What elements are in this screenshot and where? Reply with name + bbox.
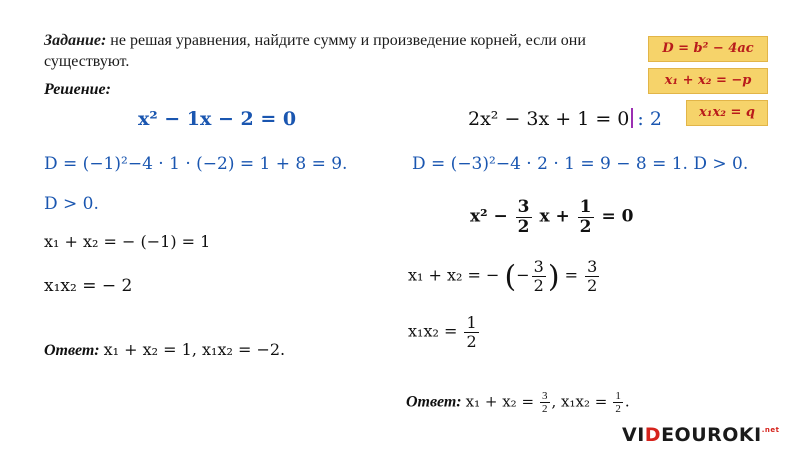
right-discriminant: D = (−3)²−4 · 2 · 1 = 9 − 8 = 1. D > 0.: [412, 154, 749, 174]
left-answer-label: Ответ:: [44, 342, 100, 359]
videouroki-logo: [622, 424, 779, 446]
product-frac-1-2: $\frac{1}{2}$: [466, 313, 477, 351]
answer-frac-3-2: $\frac{3}{2}$: [542, 390, 548, 416]
right-sum: [408, 258, 601, 295]
logo-part2: D: [644, 424, 662, 446]
sum-equals: =: [564, 265, 579, 285]
solution-label: Решение:: [44, 81, 111, 98]
task-label: Задание:: [44, 32, 107, 49]
reduced-suffix: = 0: [601, 206, 634, 227]
left-d-positive: D > 0.: [44, 194, 99, 214]
reduced-frac-3-2: $\frac{3}{2}$: [517, 197, 530, 237]
left-product: x₁x₂ = − 2: [44, 276, 133, 296]
reduced-x: x +: [539, 206, 570, 227]
right-answer-end: .: [624, 392, 630, 411]
sum-formula: x₁ + x₂ = −p: [664, 73, 752, 88]
right-sum-prefix: x₁ + x₂ = −: [408, 265, 500, 285]
logo-part3: EOUROKI: [661, 424, 762, 446]
left-paren: (: [504, 259, 517, 295]
right-equation: 2x² − 3x + 1 = 0: [468, 108, 630, 130]
right-equation-row: [468, 108, 662, 130]
right-answer-sum: x₁ + x₂ =: [465, 392, 535, 411]
sum-formula-box: [648, 68, 768, 94]
answer-frac-1-2: $\frac{1}{2}$: [615, 390, 621, 416]
sum-frac-3-2: $\frac{3}{2}$: [533, 257, 544, 295]
task-text: не решая уравнения, найдите сумму и произведение корней, если они существуют.: [44, 32, 586, 70]
reduced-frac-1-2: $\frac{1}{2}$: [579, 197, 592, 237]
left-answer: [44, 340, 285, 360]
right-answer-product: , x₁x₂ =: [551, 392, 608, 411]
right-product-prefix: x₁x₂ =: [408, 321, 458, 341]
task-paragraph: [44, 30, 644, 72]
right-answer: [406, 390, 630, 415]
product-formula: x₁x₂ = q: [699, 105, 755, 120]
left-equation: x² − 1x − 2 = 0: [138, 108, 297, 130]
divide-marker: [631, 108, 633, 128]
left-answer-text: x₁ + x₂ = 1, x₁x₂ = −2.: [103, 340, 286, 359]
right-reduced-equation: [470, 198, 633, 236]
inner-minus: −: [516, 265, 530, 285]
logo-part1: VI: [622, 424, 645, 446]
left-discriminant: D = (−1)²−4 · 1 · (−2) = 1 + 8 = 9.: [44, 154, 348, 174]
right-paren: ): [547, 259, 560, 295]
product-formula-box: [686, 100, 768, 126]
reduced-prefix: x² −: [470, 206, 508, 227]
discriminant-formula: D = b² − 4ac: [662, 41, 754, 56]
logo-part4: .net: [761, 426, 780, 434]
left-sum: x₁ + x₂ = − (−1) = 1: [44, 232, 211, 251]
discriminant-formula-box: [648, 36, 768, 62]
right-answer-label: Ответ:: [406, 393, 462, 411]
sum-result-frac: $\frac{3}{2}$: [587, 257, 598, 295]
right-product: [408, 314, 481, 350]
right-divide: : 2: [637, 108, 662, 130]
